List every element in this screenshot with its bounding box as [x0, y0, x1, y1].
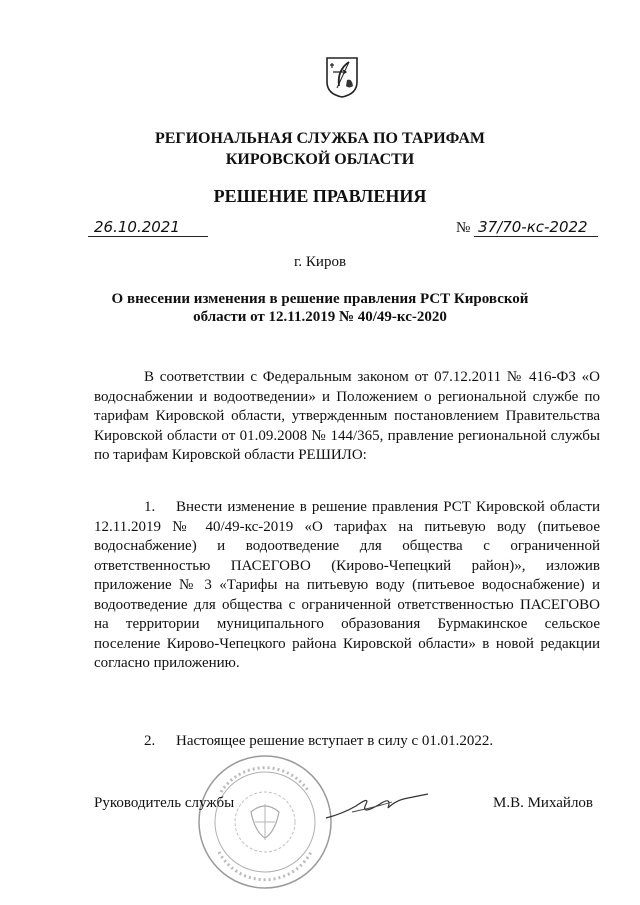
handwritten-signature-icon — [322, 786, 432, 826]
item-1-paragraph — [94, 498, 600, 674]
document-date: 26.10.2021 — [88, 218, 208, 237]
org-line-1: РЕГИОНАЛЬНАЯ СЛУЖБА ПО ТАРИФАМ — [154, 130, 486, 147]
item-2-text: Настоящее решение вступает в силу с 01.01.2022. — [176, 733, 494, 749]
number-prefix: № — [456, 220, 471, 236]
item-2-paragraph — [94, 732, 600, 752]
signatory-title: Руководитель службы — [94, 795, 235, 811]
organization-name — [0, 128, 640, 170]
official-seal-icon — [195, 752, 335, 892]
subject-line-2: области от 12.11.2019 № 40/49-кс-2020 — [193, 309, 447, 325]
intro-paragraph: В соответствии с Федеральным законом от 07.12.2011 № 416-ФЗ «О водоснабжении и водоотведении» и Положением о региональной службе по тарифам Кировской области, утвержденным постановлением Правительства Кировской области от 01.09.2008 № 144/365, правление региональной службы по тарифам Кировской области РЕШИЛО: — [94, 369, 600, 463]
item-1-text: Внести изменение в решение правления РСТ Кировской области 12.11.2019 № 40/49-кс-2019 «О тарифах на питьевую воду (питьевое водоснабжение) и водоотведение для общества с ограниченной ответственностью ПАСЕГОВО (Кирово-Чепецкий район)», изложив приложение № 3 «Тарифы на питьевую воду (питьевое водоснабжение) и водоотведение для общества с ограниченной ответственностью ПАСЕГОВО на территории муниципального образования Бурмакинское сельское поселение Кирово-Чепецкого района Кировской области» в новой редакции согласно приложению. — [94, 499, 600, 671]
document-subject — [0, 290, 640, 326]
kirov-coat-of-arms-icon — [325, 56, 359, 98]
document-number — [456, 218, 598, 237]
number-value: 37/70-кс-2022 — [474, 218, 598, 237]
org-line-2: КИРОВСКОЙ ОБЛАСТИ — [225, 151, 415, 168]
city: г. Киров — [293, 254, 347, 270]
signatory-name: М.В. Михайлов — [493, 795, 594, 811]
item-1-number: 1. — [144, 499, 156, 515]
item-2-number: 2. — [144, 733, 156, 749]
subject-line-1: О внесении изменения в решение правления РСТ Кировской — [111, 291, 529, 307]
document-type: РЕШЕНИЕ ПРАВЛЕНИЯ — [213, 186, 427, 206]
